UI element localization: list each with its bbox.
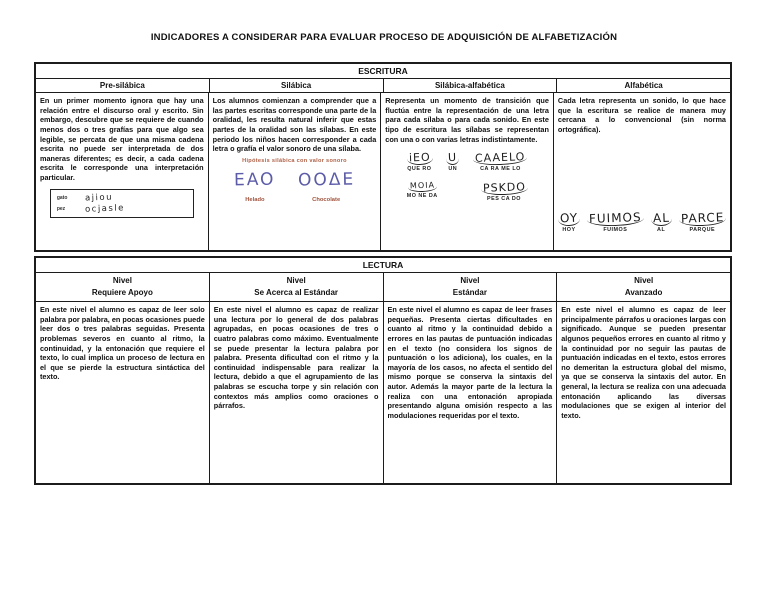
level-word: Nivel bbox=[112, 276, 132, 285]
syllable-caption: CA RA ME LO bbox=[480, 166, 521, 173]
sample-word-label: pez bbox=[56, 205, 66, 212]
estandar-description: En este nivel el alumno es capaz de leer frases pequeñas. Presenta ciertas dificultades en cuanto al ritmo y la continuidad debido a errores en las pautas de puntuación indicadas en el texto (no considera los signos de puntuación o los adiciona), los cuales, en la mayoría de los casos, no afecta el sentido del mismo porque se conserva la sintaxis del autor. Además la mayor parte de la lectura la realiza con una entonación apropiada presentando alguna omisión respecto a las modulaciones requeridas por el texto. bbox=[387, 305, 553, 420]
silabica-alfabetica-description: Representa un momento de transición que fluctúa entre la representación de una letra para cada sílaba o para cada sonido. En este tipo de escritura las sílabas se representan con una o con varias letras indistintamente. bbox=[385, 96, 549, 144]
escritura-col-header-presilabica: Pre-silábica bbox=[99, 81, 145, 90]
escritura-body-row bbox=[36, 93, 730, 250]
presilabica-handwriting-sample-box bbox=[50, 189, 194, 218]
escritura-cell-silabica bbox=[208, 93, 381, 250]
handwriting-group bbox=[407, 152, 433, 172]
escritura-col-header-silabica-alfabetica: Silábica-alfabética bbox=[383, 79, 557, 92]
escritura-col-header-alfabetica: Alfabética bbox=[556, 79, 730, 92]
sample-word-label: gato bbox=[56, 194, 68, 201]
handwriting-group bbox=[297, 169, 355, 203]
lectura-col-header-estandar bbox=[383, 273, 557, 301]
escritura-column-headers bbox=[36, 79, 730, 93]
level-name: Estándar bbox=[452, 288, 487, 297]
child-handwriting: iEO bbox=[406, 152, 432, 166]
lectura-table bbox=[34, 256, 732, 485]
lectura-col-header-se-acerca bbox=[209, 273, 383, 301]
level-name: Requiere Apoyo bbox=[91, 288, 153, 297]
handwriting-group bbox=[473, 152, 527, 172]
escritura-table-title: ESCRITURA bbox=[36, 64, 730, 79]
escritura-table bbox=[34, 62, 732, 252]
syllable-caption: UN bbox=[448, 166, 458, 173]
lectura-cell-avanzado bbox=[556, 302, 730, 483]
escritura-cell-presilabica bbox=[36, 93, 208, 250]
sample-row bbox=[57, 193, 187, 203]
syllable-caption: MO NE DA bbox=[406, 193, 438, 200]
escritura-cell-alfabetica bbox=[553, 93, 730, 250]
child-handwriting: ocjasle bbox=[84, 202, 125, 215]
handwriting-group bbox=[407, 182, 438, 202]
child-handwriting-blue: EAO bbox=[233, 169, 276, 191]
handwriting-group bbox=[679, 212, 726, 233]
lectura-col-header-requiere-apoyo bbox=[36, 273, 209, 301]
child-handwriting: U bbox=[446, 152, 460, 165]
lectura-body-row bbox=[36, 302, 730, 483]
presilabica-description: En un primer momento ignora que hay una relación entre el discurso oral y escrito. Sin embargo, descubre que se requiere de cuando menos dos o tres grafías para que algo sea legible, se percata de que una misma cadena escrita no puede ser interpretada de dos maneras diferentes; es decir, a cada cadena escrita le corresponde una interpretación particular. bbox=[40, 96, 204, 182]
silabica-description: Los alumnos comienzan a comprender que a las partes escritas corresponde una parte de la oralidad, les resulta natural inferir que estas partes de la oralidad son las sílabas. En este periodo los niños hacen corresponder a cada letra o grafía el valor sonoro de una sílaba. bbox=[212, 96, 377, 154]
lectura-col-header-avanzado bbox=[556, 273, 730, 301]
level-name: Avanzado bbox=[624, 288, 663, 297]
sample-row bbox=[57, 204, 187, 214]
level-word: Nivel bbox=[460, 276, 480, 285]
syllable-caption: FUIMOS bbox=[603, 227, 628, 233]
child-handwriting: ajiou bbox=[84, 192, 114, 204]
target-word-label: Helado bbox=[245, 196, 265, 203]
handwriting-sample-row-1 bbox=[385, 152, 549, 172]
child-handwriting: FUIMOS bbox=[587, 211, 644, 227]
syllable-caption: PES CA DO bbox=[487, 196, 521, 203]
lectura-column-headers bbox=[36, 273, 730, 302]
handwriting-group bbox=[481, 182, 528, 202]
alfabetica-handwriting-sample bbox=[558, 212, 726, 233]
handwriting-group bbox=[558, 212, 580, 233]
child-handwriting: PSKDO bbox=[480, 181, 527, 196]
level-word: Nivel bbox=[286, 276, 306, 285]
child-handwriting: AL bbox=[650, 212, 671, 227]
syllable-caption: AL bbox=[657, 227, 666, 233]
page-title: INDICADORES A CONSIDERAR PARA EVALUAR PROCESO DE ADQUISICIÓN DE ALFABETIZACIÓN bbox=[150, 32, 618, 43]
child-handwriting: CAAELO bbox=[473, 151, 528, 166]
level-word: Nivel bbox=[634, 276, 654, 285]
escritura-cell-silabica-alfabetica bbox=[380, 93, 553, 250]
handwriting-group bbox=[587, 212, 644, 233]
handwriting-sample-row-2 bbox=[385, 182, 549, 202]
syllable-caption: PARQUE bbox=[689, 227, 716, 233]
child-handwriting: PARCE bbox=[678, 211, 726, 227]
silabica-handwriting-samples bbox=[213, 169, 377, 203]
handwriting-group bbox=[651, 212, 672, 233]
syllable-caption: HOY bbox=[562, 227, 576, 233]
alfabetica-description: Cada letra representa un sonido, lo que hace que la escritura se realice de manera muy cercana a lo convencional (sin norma ortográfica). bbox=[557, 96, 726, 134]
child-handwriting: OY bbox=[558, 212, 581, 227]
syllable-caption: QUE RO bbox=[407, 166, 432, 173]
avanzado-description: En este nivel el alumno es capaz de leer principalmente párrafos u oraciones largas con significado. Aunque se pueden presentar algunos pequeños errores en cuanto al ritmo y la continuidad por no seguir las pautas de puntuación indicadas en el texto, estos errores no demeritan la estructura global del mismo, ya que se conserva la sintaxis del autor. En general, la lectura se realiza con una adecuada entonación aplicando las diversas modulaciones que se exigen al interior del texto. bbox=[561, 305, 726, 420]
requiere-apoyo-description: En este nivel el alumno es capaz de leer solo palabra por palabra, en pocas ocasiones puede leer dos o tres palabras seguidas. Presenta problemas severos en cuanto al ritmo, la continuidad, y la entonación que requiere el texto, lo cual implica un proceso de lectura en el que se pierde la estructura sintáctica del texto. bbox=[40, 305, 205, 382]
handwriting-group bbox=[233, 169, 276, 203]
handwriting-group bbox=[446, 152, 459, 172]
lectura-cell-requiere-apoyo bbox=[36, 302, 209, 483]
silabica-sample-caption: Hipótesis silábica con valor sonoro bbox=[242, 157, 347, 164]
se-acerca-description: En este nivel el alumno es capaz de realizar una lectura por lo general de dos palabras agrupadas, en pocas ocasiones de tres o cuatro palabras como máximo. Eventualmente se puede presentar la lectura palabra por palabra. Presenta dificultad con el ritmo y la continuidad indispensable para realizar la lectura, debido a que el agrupamiento de las palabras se escucha torpe y sin relación con contextos más amplios como oraciones o párrafos. bbox=[213, 305, 379, 411]
lectura-cell-se-acerca bbox=[209, 302, 383, 483]
lectura-table-title: LECTURA bbox=[36, 258, 730, 273]
child-handwriting-blue: OOΔE bbox=[297, 169, 355, 191]
lectura-cell-estandar bbox=[383, 302, 557, 483]
level-name: Se Acerca al Estándar bbox=[254, 288, 338, 297]
target-word-label: Chocolate bbox=[312, 196, 341, 203]
escritura-col-header-silabica: Silábica bbox=[209, 79, 383, 92]
child-handwriting: MOIA bbox=[408, 182, 437, 193]
